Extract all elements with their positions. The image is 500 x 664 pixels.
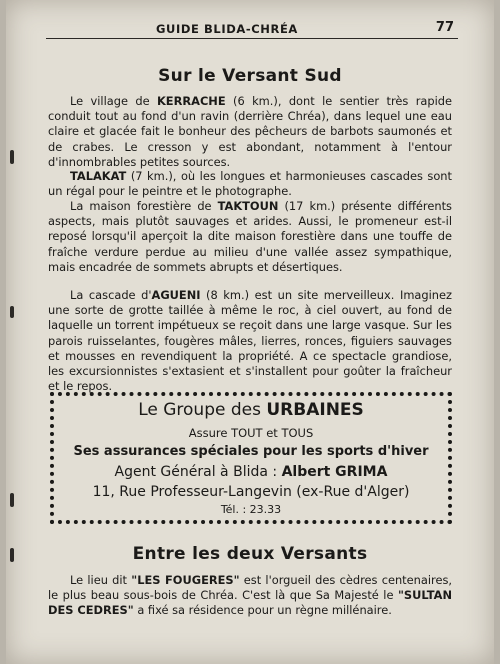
- ad-agent: [54, 464, 448, 480]
- paragraph-kerrache: [48, 94, 452, 170]
- ad-headline: Ses assurances spéciales pour les sports d'hiver: [73, 444, 429, 459]
- text-run: a fixé sa résidence pour un règne millénaire.: [133, 603, 392, 618]
- text-run: La maison forestière de: [70, 199, 218, 213]
- page-number: 77: [435, 20, 454, 35]
- text-run: (6 km.), dont le sentier très rapide conduit tout au fond d'un ravin (derrière Chréa), dans lequel une eau claire et glacée fait le bonheur des pêcheurs de barbots saumonés et de crabes. Le cresson y est abondant, notamment à l'entour d'innombrables petites sources.: [48, 94, 453, 169]
- title-sultan-des-cedres: "SULTAN DES CEDRES": [48, 588, 452, 618]
- book-page: [6, 0, 494, 664]
- place-name-taktoun: TAKTOUN: [217, 199, 279, 213]
- ad-tagline: Assure TOUT et TOUS: [188, 426, 314, 440]
- place-name-fougeres: "LES FOUGERES": [131, 573, 240, 587]
- ad-phone: Tél. : 23.33: [220, 503, 282, 516]
- text-run: (17 km.) présente différents aspects, mais plutôt sauvages et arides. Aussi, le promeneur est-il reposé lorsqu'il aperçoit la dite maison forestière dans une touffe de fraîche verdure perdue au milieu d'une vallée assez sympathique, mais encadrée de sommets abrupts et désertiques.: [48, 199, 452, 274]
- text-run: est l'orgueil des cèdres centenaires, le plus beau sous-bois de Chréa. C'est là que Sa Majesté le: [48, 573, 453, 603]
- paragraph-fougeres: [48, 573, 452, 619]
- paragraph-agueni: [48, 288, 452, 394]
- text-run: Agent Général à Blida :: [114, 464, 282, 480]
- advertisement-box: [50, 392, 452, 524]
- place-name-agueni: AGUENI: [151, 288, 201, 302]
- ad-company-name: [54, 400, 448, 420]
- ad-agent-name: Albert GRIMA: [281, 464, 388, 480]
- ad-address: 11, Rue Professeur-Langevin (ex-Rue d'Alger): [92, 484, 410, 500]
- binding-mark: [10, 493, 14, 507]
- ad-brand: URBAINES: [266, 400, 364, 420]
- text-run: Le village de: [70, 94, 157, 108]
- text-run: Le Groupe des: [138, 400, 267, 420]
- header-title: GUIDE BLIDA-CHRÉA: [156, 22, 298, 36]
- binding-mark: [10, 306, 14, 318]
- section-title-versant-sud: Sur le Versant Sud: [158, 66, 342, 86]
- section-title-deux-versants: Entre les deux Versants: [132, 544, 368, 564]
- binding-mark: [10, 548, 14, 562]
- text-run: (8 km.) est un site merveilleux. Imaginez une sorte de grotte taillée à même le roc, à ciel ouvert, au fond de laquelle un torrent impétueux se reçoit dans une large vasque. Sur les parois ruisselantes, fougères mâles, lierres, ronces, figuiers sauvages et mousses en revendiquent la propriété. A ce spectacle grandiose, les excursionnistes s'extasient et s'installent pour goûter la fraîcheur et le repos.: [48, 288, 452, 394]
- text-run: Le lieu dit: [70, 573, 132, 587]
- paragraph-talakat: [48, 169, 452, 199]
- place-name-kerrache: KERRACHE: [156, 94, 226, 108]
- place-name-talakat: TALAKAT: [70, 169, 127, 183]
- text-run: (7 km.), où les longues et harmonieuses cascades sont un régal pour le peintre et le photographe.: [48, 169, 452, 199]
- text-run: La cascade d': [70, 288, 152, 302]
- paragraph-taktoun: [48, 199, 452, 275]
- running-header: [46, 18, 458, 39]
- binding-mark: [10, 150, 14, 164]
